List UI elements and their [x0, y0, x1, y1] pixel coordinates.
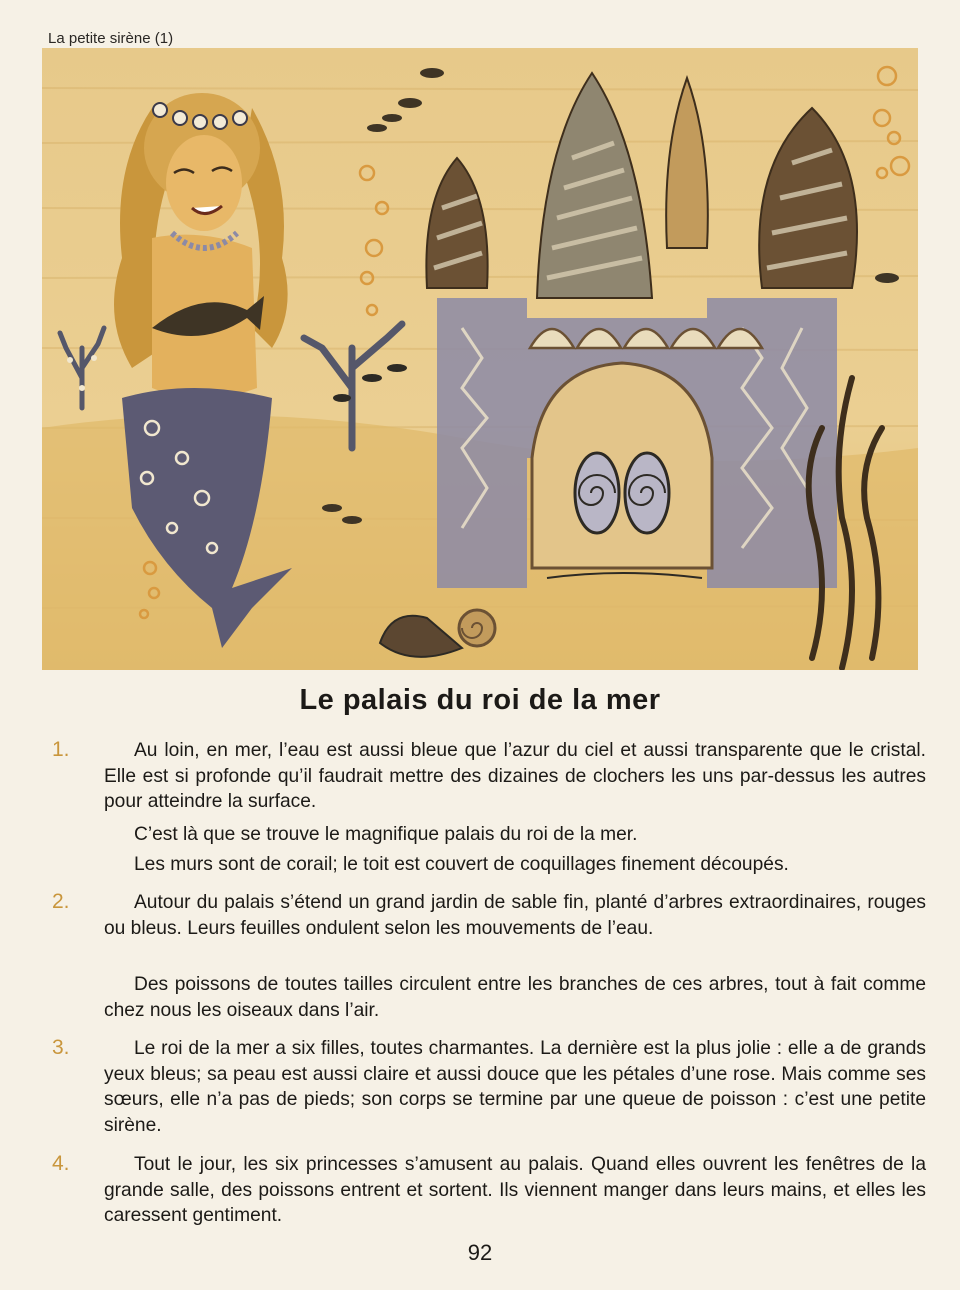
page-number: 92: [467, 1240, 493, 1265]
paragraph: C’est là que se trouve le magnifique palais du roi de la mer.: [134, 824, 638, 845]
paragraph: Les murs sont de corail; le toit est couvert de coquillages finement découpés.: [134, 854, 789, 875]
floor-snail-shell: [459, 610, 495, 646]
section-number: 2.: [52, 890, 70, 913]
paragraph: Au loin, en mer, l’eau est aussi bleue que l’azur du ciel et aussi transparente que le cristal. Elle est si profonde qu’il faudrait mettre des dizaines de clochers les uns par-dessus les autres pour atteindre la surface.: [104, 740, 926, 812]
section-number: 4.: [52, 1152, 70, 1175]
paragraph: Le roi de la mer a six filles, toutes charmantes. La dernière est la plus jolie : elle a de grands yeux bleus; sa peau est aussi claire et aussi douce que les pétales d’une rose. Mais comme ses sœurs, elle n’a pas de pieds; son corps se termine par une queue de poisson : c’est une petite sirène.: [104, 1038, 926, 1136]
section-number: 1.: [52, 738, 70, 761]
section-number: 3.: [52, 1036, 70, 1059]
mermaid-palace-illustration: [42, 48, 918, 670]
palace-wall-left: [437, 298, 527, 588]
paragraph: Des poissons de toutes tailles circulent entre les branches de ces arbres, tout à fait comme chez nous les oiseaux dans l’air.: [104, 974, 926, 1021]
lesson-title: Le palais du roi de la mer: [299, 684, 661, 716]
paragraph: Autour du palais s’étend un grand jardin de sable fin, planté d’arbres extraordinaires, rouges ou bleus. Leurs feuilles ondulent selon les mouvements de l’eau.: [104, 892, 926, 939]
running-title: La petite sirène (1): [48, 30, 174, 47]
paragraph: Tout le jour, les six princesses s’amusent au palais. Quand elles ouvrent les fenêtres de la grande salle, des poissons entrent et sortent. Ils viennent manger dans leurs mains, et elles les caressent gentiment.: [104, 1154, 926, 1226]
palace-gate: [532, 363, 712, 568]
